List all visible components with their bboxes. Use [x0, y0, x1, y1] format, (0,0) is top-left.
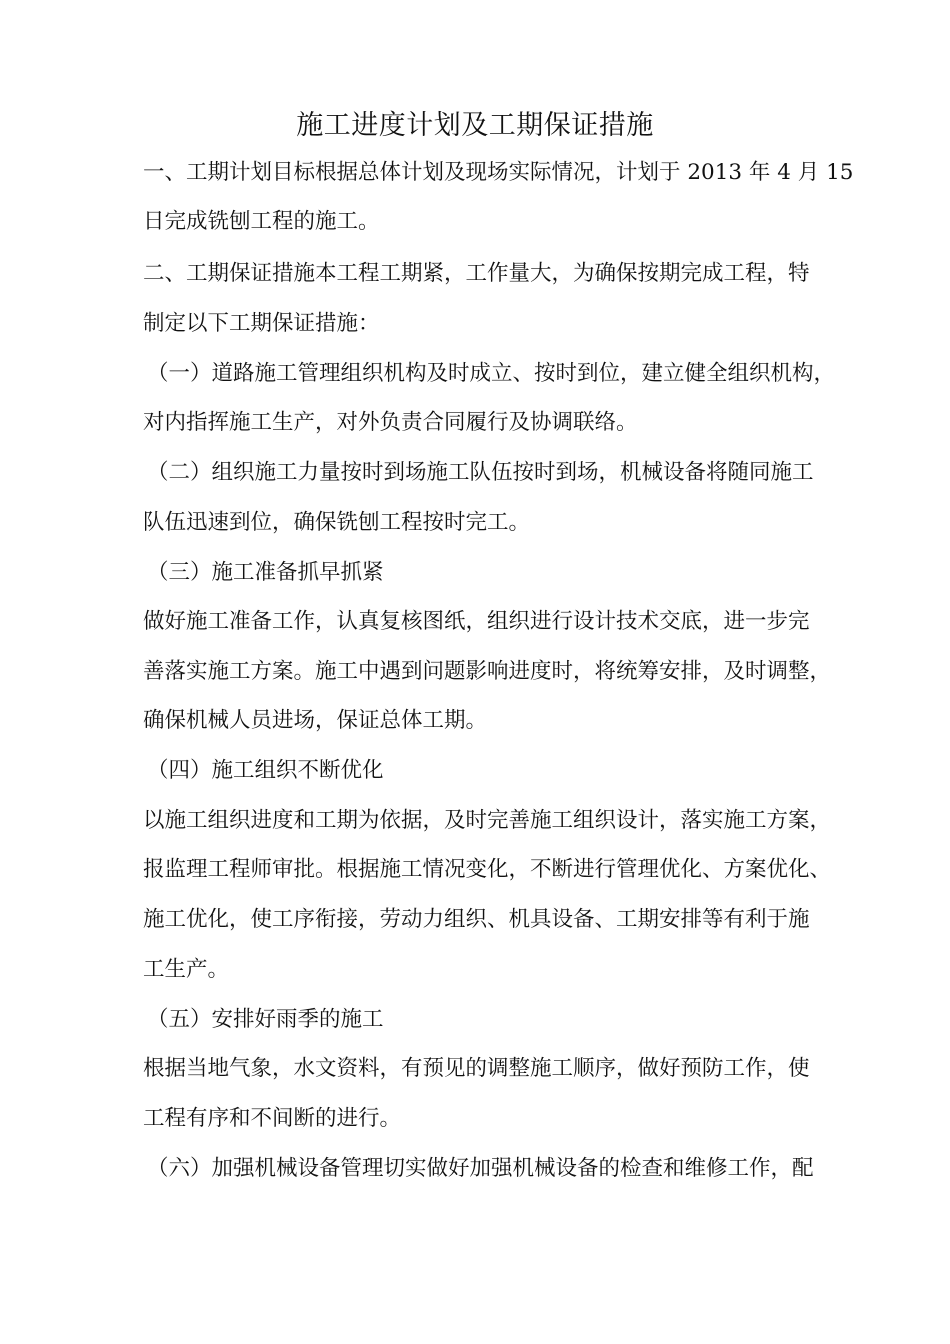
- section-heading-line: （一）道路施工管理组织机构及时成立、按时到位，建立健全组织机构，: [147, 361, 836, 386]
- paragraph-line: 以施工组织进度和工期为依据，及时完善施工组织设计，落实施工方案，: [143, 808, 832, 833]
- paragraph-line: 队伍迅速到位，确保铣刨工程按时完工。: [143, 510, 531, 535]
- paragraph-line: 施工优化，使工序衔接，劳动力组织、机具设备、工期安排等有利于施: [143, 907, 810, 932]
- section-heading-line: （五）安排好雨季的施工: [147, 1007, 384, 1032]
- paragraph-line: 工程有序和不间断的进行。: [143, 1106, 402, 1131]
- paragraph-line: 善落实施工方案。施工中遇到问题影响进度时，将统筹安排，及时调整，: [143, 659, 832, 684]
- paragraph-line: 做好施工准备工作，认真复核图纸，组织进行设计技术交底，进一步完: [143, 609, 810, 634]
- section-heading-line: （二）组织施工力量按时到场施工队伍按时到场，机械设备将随同施工: [147, 460, 814, 485]
- paragraph-line: 根据当地气象，水文资料，有预见的调整施工顺序，做好预防工作，使: [143, 1056, 810, 1081]
- paragraph-line: 制定以下工期保证措施：: [143, 311, 380, 336]
- paragraph-line: 日完成铣刨工程的施工。: [143, 209, 380, 234]
- paragraph-line: 二、工期保证措施本工程工期紧，工作量大，为确保按期完成工程，特: [143, 261, 810, 286]
- document-title: 施工进度计划及工期保证措施: [296, 110, 654, 141]
- paragraph-line: 工生产。: [143, 957, 230, 982]
- section-heading-line: （六）加强机械设备管理切实做好加强机械设备的检查和维修工作，配: [147, 1156, 814, 1181]
- section-heading-line: （四）施工组织不断优化: [147, 758, 384, 783]
- paragraph-line: 对内指挥施工生产，对外负责合同履行及协调联络。: [143, 410, 638, 435]
- paragraph-line: 报监理工程师审批。根据施工情况变化，不断进行管理优化、方案优化、: [143, 857, 832, 882]
- paragraph-line: 确保机械人员进场，保证总体工期。: [143, 708, 488, 733]
- section-heading-line: （三）施工准备抓早抓紧: [147, 560, 384, 585]
- paragraph-line: 一、工期计划目标根据总体计划及现场实际情况，计划于 2013 年 4 月 15: [143, 160, 854, 185]
